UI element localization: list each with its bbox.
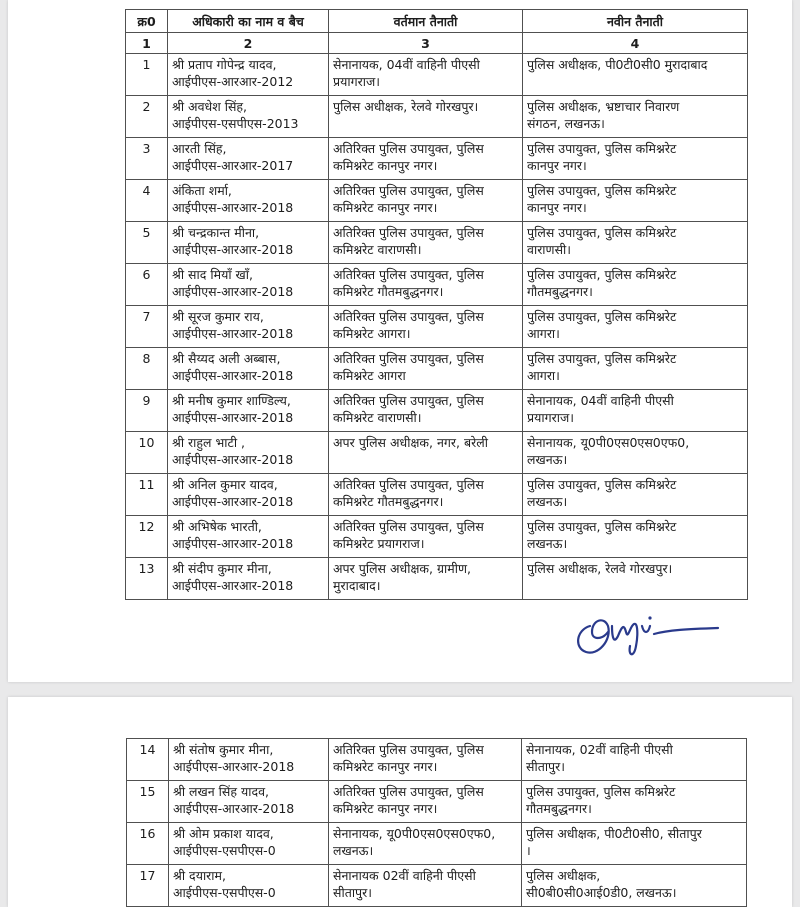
new-posting-cell bbox=[523, 558, 748, 600]
officer-name-line: श्री अभिषेक भारती, bbox=[172, 519, 262, 534]
current-posting-line: अतिरिक्त पुलिस उपायुक्त, पुलिस bbox=[333, 267, 484, 282]
current-posting-line: अतिरिक्त पुलिस उपायुक्त, पुलिस bbox=[333, 477, 484, 492]
current-posting-line: कमिश्नरेट प्रयागराज। bbox=[333, 536, 425, 551]
officer-name-line: आईपीएस-आरआर-2018 bbox=[172, 242, 294, 257]
current-posting-line: पुलिस अधीक्षक, रेलवे गोरखपुर। bbox=[333, 99, 479, 114]
serial-number-cell: 13 bbox=[126, 558, 168, 600]
document-page-2 bbox=[8, 697, 792, 907]
current-posting-line: अतिरिक्त पुलिस उपायुक्त, पुलिस bbox=[333, 141, 484, 156]
document-page-1 bbox=[8, 0, 792, 682]
column-number-row bbox=[126, 33, 748, 54]
serial-number-cell: 5 bbox=[126, 222, 168, 264]
officer-name-line: आईपीएस-आरआर-2017 bbox=[172, 158, 294, 173]
new-posting-line: पुलिस उपायुक्त, पुलिस कमिश्नरेट bbox=[527, 141, 677, 156]
current-posting-cell bbox=[329, 264, 523, 306]
new-posting-cell bbox=[523, 474, 748, 516]
officer-name-cell bbox=[169, 781, 329, 823]
serial-number-cell: 3 bbox=[126, 138, 168, 180]
new-posting-line: लखनऊ। bbox=[527, 536, 568, 551]
officer-name-line: आईपीएस-आरआर-2012 bbox=[172, 74, 294, 89]
officer-name-cell bbox=[168, 390, 329, 432]
table-row bbox=[126, 474, 748, 516]
new-posting-line: वाराणसी। bbox=[527, 242, 572, 257]
serial-number-cell: 2 bbox=[126, 96, 168, 138]
signature bbox=[568, 596, 728, 666]
current-posting-line: कमिश्नरेट कानपुर नगर। bbox=[333, 759, 438, 774]
officer-name-line: आईपीएस-एसपीएस-2013 bbox=[172, 116, 299, 131]
officer-name-line: श्री लखन सिंह यादव, bbox=[173, 784, 270, 799]
new-posting-cell bbox=[522, 823, 747, 865]
new-posting-line: पुलिस उपायुक्त, पुलिस कमिश्नरेट bbox=[527, 351, 677, 366]
officer-name-cell bbox=[168, 54, 329, 96]
table-row bbox=[126, 348, 748, 390]
officer-name-line: श्री सूरज कुमार राय, bbox=[172, 309, 264, 324]
new-posting-line: पुलिस अधीक्षक, पी0टी0सी0 मुरादाबाद bbox=[527, 57, 708, 72]
officer-name-cell bbox=[168, 432, 329, 474]
current-posting-cell bbox=[329, 138, 523, 180]
new-posting-line: लखनऊ। bbox=[527, 452, 568, 467]
officer-name-cell bbox=[168, 474, 329, 516]
officer-name-line: श्री प्रताप गोपेन्द्र यादव, bbox=[172, 57, 277, 72]
table-row bbox=[127, 781, 747, 823]
table-row bbox=[126, 264, 748, 306]
officer-name-cell bbox=[168, 222, 329, 264]
current-posting-line bbox=[333, 115, 518, 132]
current-posting-cell bbox=[329, 432, 523, 474]
new-posting-cell bbox=[523, 54, 748, 96]
current-posting-line: कमिश्नरेट कानपुर नगर। bbox=[333, 200, 438, 215]
officer-name-cell bbox=[168, 138, 329, 180]
new-posting-line: आगरा। bbox=[527, 368, 560, 383]
current-posting-line: सीतापुर। bbox=[333, 885, 373, 900]
officer-name-line: आईपीएस-आरआर-2018 bbox=[172, 452, 294, 467]
officer-name-line: श्री अवधेश सिंह, bbox=[172, 99, 248, 114]
new-posting-cell bbox=[522, 781, 747, 823]
serial-number-cell: 6 bbox=[126, 264, 168, 306]
officer-name-line: श्री अनिल कुमार यादव, bbox=[172, 477, 278, 492]
officer-name-cell bbox=[169, 865, 329, 907]
new-posting-line: कानपुर नगर। bbox=[527, 158, 587, 173]
officer-name-line: आईपीएस-आरआर-2018 bbox=[172, 578, 294, 593]
new-posting-line: पुलिस उपायुक्त, पुलिस कमिश्नरेट bbox=[527, 267, 677, 282]
current-posting-cell bbox=[329, 96, 523, 138]
new-posting-cell bbox=[523, 516, 748, 558]
serial-number-cell: 9 bbox=[126, 390, 168, 432]
officer-name-line: श्री चन्द्रकान्त मीना, bbox=[172, 225, 260, 240]
current-posting-line: अपर पुलिस अधीक्षक, नगर, बरेली bbox=[333, 435, 488, 450]
officer-name-cell bbox=[169, 739, 329, 781]
officer-name-line: आईपीएस-आरआर-2018 bbox=[172, 410, 294, 425]
officer-name-cell bbox=[168, 96, 329, 138]
new-posting-cell bbox=[523, 306, 748, 348]
serial-number-cell: 11 bbox=[126, 474, 168, 516]
current-posting-line: कमिश्नरेट कानपुर नगर। bbox=[333, 158, 438, 173]
officer-name-line: आईपीएस-आरआर-2018 bbox=[172, 368, 294, 383]
new-posting-line: पुलिस अधीक्षक, पी0टी0सी0, सीतापुर bbox=[526, 826, 702, 841]
new-posting-line: पुलिस अधीक्षक, bbox=[526, 868, 601, 883]
current-posting-cell bbox=[329, 306, 523, 348]
table-row bbox=[126, 516, 748, 558]
current-posting-cell bbox=[329, 739, 522, 781]
current-posting-cell bbox=[329, 222, 523, 264]
current-posting-line: सेनानायक 02वीं वाहिनी पीएसी bbox=[333, 868, 476, 883]
new-posting-line: सेनानायक, 04वीं वाहिनी पीएसी bbox=[527, 393, 674, 408]
current-posting-line: कमिश्नरेट आगरा। bbox=[333, 326, 411, 341]
table-row bbox=[126, 222, 748, 264]
header-serial: क्र0 bbox=[126, 10, 168, 33]
new-posting-line: गौतमबुद्धनगर। bbox=[527, 284, 593, 299]
table-row bbox=[126, 306, 748, 348]
current-posting-cell bbox=[329, 348, 523, 390]
new-posting-cell bbox=[523, 264, 748, 306]
new-posting-line: लखनऊ। bbox=[527, 494, 568, 509]
officer-name-cell bbox=[169, 823, 329, 865]
serial-number-cell: 14 bbox=[127, 739, 169, 781]
officer-name-line: आईपीएस-आरआर-2018 bbox=[173, 801, 295, 816]
current-posting-line: लखनऊ। bbox=[333, 843, 374, 858]
current-posting-cell bbox=[329, 390, 523, 432]
serial-number-cell: 16 bbox=[127, 823, 169, 865]
current-posting-line: अतिरिक्त पुलिस उपायुक्त, पुलिस bbox=[333, 519, 484, 534]
officer-name-cell bbox=[168, 306, 329, 348]
new-posting-cell bbox=[523, 180, 748, 222]
officer-name-cell bbox=[168, 558, 329, 600]
new-posting-line: संगठन, लखनऊ। bbox=[527, 116, 605, 131]
new-posting-line: गौतमबुद्धनगर। bbox=[526, 801, 592, 816]
column-number: 4 bbox=[523, 33, 748, 54]
table-row bbox=[126, 138, 748, 180]
new-posting-cell bbox=[522, 739, 747, 781]
officer-name-line: श्री राहुल भाटी , bbox=[172, 435, 246, 450]
table-row bbox=[126, 390, 748, 432]
column-number: 1 bbox=[126, 33, 168, 54]
serial-number-cell: 15 bbox=[127, 781, 169, 823]
table-row bbox=[126, 558, 748, 600]
current-posting-cell bbox=[329, 781, 522, 823]
officer-name-cell bbox=[168, 516, 329, 558]
current-posting-line: अतिरिक्त पुलिस उपायुक्त, पुलिस bbox=[333, 351, 484, 366]
current-posting-line: सेनानायक, यू0पी0एस0एस0एफ0, bbox=[333, 826, 496, 841]
table-row bbox=[126, 96, 748, 138]
table-row bbox=[127, 823, 747, 865]
new-posting-line: पुलिस उपायुक्त, पुलिस कमिश्नरेट bbox=[527, 309, 677, 324]
new-posting-line: सी0बी0सी0आई0डी0, लखनऊ। bbox=[526, 885, 677, 900]
officer-name-cell bbox=[168, 180, 329, 222]
new-posting-cell bbox=[523, 138, 748, 180]
new-posting-cell bbox=[523, 222, 748, 264]
current-posting-line: अतिरिक्त पुलिस उपायुक्त, पुलिस bbox=[333, 183, 484, 198]
officer-name-line: आईपीएस-एसपीएस-0 bbox=[173, 885, 276, 900]
table-body-page-1 bbox=[126, 54, 748, 600]
new-posting-line bbox=[527, 577, 743, 594]
officer-name-line: श्री मनीष कुमार शाण्डिल्य, bbox=[172, 393, 291, 408]
new-posting-cell bbox=[523, 432, 748, 474]
officer-name-line: अंकिता शर्मा, bbox=[172, 183, 232, 198]
current-posting-cell bbox=[329, 558, 523, 600]
current-posting-line: कमिश्नरेट आगरा bbox=[333, 368, 406, 383]
column-number: 2 bbox=[168, 33, 329, 54]
current-posting-line bbox=[333, 451, 518, 468]
table-row bbox=[126, 54, 748, 96]
new-posting-line: पुलिस उपायुक्त, पुलिस कमिश्नरेट bbox=[527, 225, 677, 240]
new-posting-line: सीतापुर। bbox=[526, 759, 566, 774]
current-posting-line: अतिरिक्त पुलिस उपायुक्त, पुलिस bbox=[333, 784, 484, 799]
officer-name-line: आईपीएस-आरआर-2018 bbox=[173, 759, 295, 774]
new-posting-cell bbox=[522, 865, 747, 907]
officer-name-line: श्री सैय्यद अली अब्बास, bbox=[172, 351, 281, 366]
officer-name-line: श्री दयाराम, bbox=[173, 868, 226, 883]
new-posting-line: सेनानायक, यू0पी0एस0एस0एफ0, bbox=[527, 435, 690, 450]
current-posting-line: अतिरिक्त पुलिस उपायुक्त, पुलिस bbox=[333, 225, 484, 240]
serial-number-cell: 4 bbox=[126, 180, 168, 222]
officer-name-line: आईपीएस-आरआर-2018 bbox=[172, 200, 294, 215]
new-posting-line: पुलिस उपायुक्त, पुलिस कमिश्नरेट bbox=[526, 784, 676, 799]
current-posting-line: कमिश्नरेट वाराणसी। bbox=[333, 242, 422, 257]
new-posting-cell bbox=[523, 348, 748, 390]
officer-name-cell bbox=[168, 264, 329, 306]
new-posting-line: । bbox=[526, 843, 531, 858]
serial-number-cell: 12 bbox=[126, 516, 168, 558]
new-posting-line: पुलिस उपायुक्त, पुलिस कमिश्नरेट bbox=[527, 519, 677, 534]
officer-name-line: आईपीएस-आरआर-2018 bbox=[172, 494, 294, 509]
current-posting-cell bbox=[329, 823, 522, 865]
new-posting-line bbox=[527, 73, 743, 90]
new-posting-cell bbox=[523, 390, 748, 432]
table-row bbox=[126, 432, 748, 474]
new-posting-line: पुलिस अधीक्षक, भ्रष्टाचार निवारण bbox=[527, 99, 680, 114]
officer-name-line: श्री संतोष कुमार मीना, bbox=[173, 742, 274, 757]
new-posting-line: पुलिस उपायुक्त, पुलिस कमिश्नरेट bbox=[527, 477, 677, 492]
header-officer-name: अधिकारी का नाम व बैच bbox=[168, 10, 329, 33]
new-posting-cell bbox=[523, 96, 748, 138]
officer-name-line: आरती सिंह, bbox=[172, 141, 227, 156]
officer-name-line: आईपीएस-एसपीएस-0 bbox=[173, 843, 276, 858]
new-posting-line: आगरा। bbox=[527, 326, 560, 341]
officer-name-line: श्री संदीप कुमार मीना, bbox=[172, 561, 272, 576]
current-posting-line: अतिरिक्त पुलिस उपायुक्त, पुलिस bbox=[333, 742, 484, 757]
transfer-table-page-1 bbox=[125, 9, 748, 600]
current-posting-line: अतिरिक्त पुलिस उपायुक्त, पुलिस bbox=[333, 393, 484, 408]
column-number: 3 bbox=[329, 33, 523, 54]
officer-name-line: श्री ओम प्रकाश यादव, bbox=[173, 826, 274, 841]
header-current-posting: वर्तमान तैनाती bbox=[329, 10, 523, 33]
serial-number-cell: 1 bbox=[126, 54, 168, 96]
table-row bbox=[126, 180, 748, 222]
current-posting-line: प्रयागराज। bbox=[333, 74, 381, 89]
new-posting-line: सेनानायक, 02वीं वाहिनी पीएसी bbox=[526, 742, 673, 757]
officer-name-line: आईपीएस-आरआर-2018 bbox=[172, 284, 294, 299]
officer-name-cell bbox=[168, 348, 329, 390]
new-posting-line: पुलिस अधीक्षक, रेलवे गोरखपुर। bbox=[527, 561, 673, 576]
serial-number-cell: 17 bbox=[127, 865, 169, 907]
current-posting-line: मुरादाबाद। bbox=[333, 578, 381, 593]
current-posting-cell bbox=[329, 516, 523, 558]
table-body-page-2 bbox=[127, 739, 747, 907]
officer-name-line: श्री साद मियाँ खाँ, bbox=[172, 267, 253, 282]
serial-number-cell: 10 bbox=[126, 432, 168, 474]
current-posting-line: अपर पुलिस अधीक्षक, ग्रामीण, bbox=[333, 561, 471, 576]
table-row bbox=[127, 739, 747, 781]
current-posting-cell bbox=[329, 180, 523, 222]
current-posting-cell bbox=[329, 474, 523, 516]
current-posting-line: कमिश्नरेट वाराणसी। bbox=[333, 410, 422, 425]
current-posting-line: सेनानायक, 04वीं वाहिनी पीएसी bbox=[333, 57, 480, 72]
new-posting-line: प्रयागराज। bbox=[527, 410, 575, 425]
current-posting-line: कमिश्नरेट गौतमबुद्धनगर। bbox=[333, 284, 444, 299]
current-posting-line: अतिरिक्त पुलिस उपायुक्त, पुलिस bbox=[333, 309, 484, 324]
serial-number-cell: 7 bbox=[126, 306, 168, 348]
current-posting-line: कमिश्नरेट कानपुर नगर। bbox=[333, 801, 438, 816]
new-posting-line: पुलिस उपायुक्त, पुलिस कमिश्नरेट bbox=[527, 183, 677, 198]
header-new-posting: नवीन तैनाती bbox=[523, 10, 748, 33]
officer-name-line: आईपीएस-आरआर-2018 bbox=[172, 326, 294, 341]
table-header-row bbox=[126, 10, 748, 33]
officer-name-line: आईपीएस-आरआर-2018 bbox=[172, 536, 294, 551]
transfer-table-page-2 bbox=[126, 738, 747, 907]
current-posting-cell bbox=[329, 865, 522, 907]
table-row bbox=[127, 865, 747, 907]
new-posting-line: कानपुर नगर। bbox=[527, 200, 587, 215]
serial-number-cell: 8 bbox=[126, 348, 168, 390]
current-posting-cell bbox=[329, 54, 523, 96]
current-posting-line: कमिश्नरेट गौतमबुद्धनगर। bbox=[333, 494, 444, 509]
